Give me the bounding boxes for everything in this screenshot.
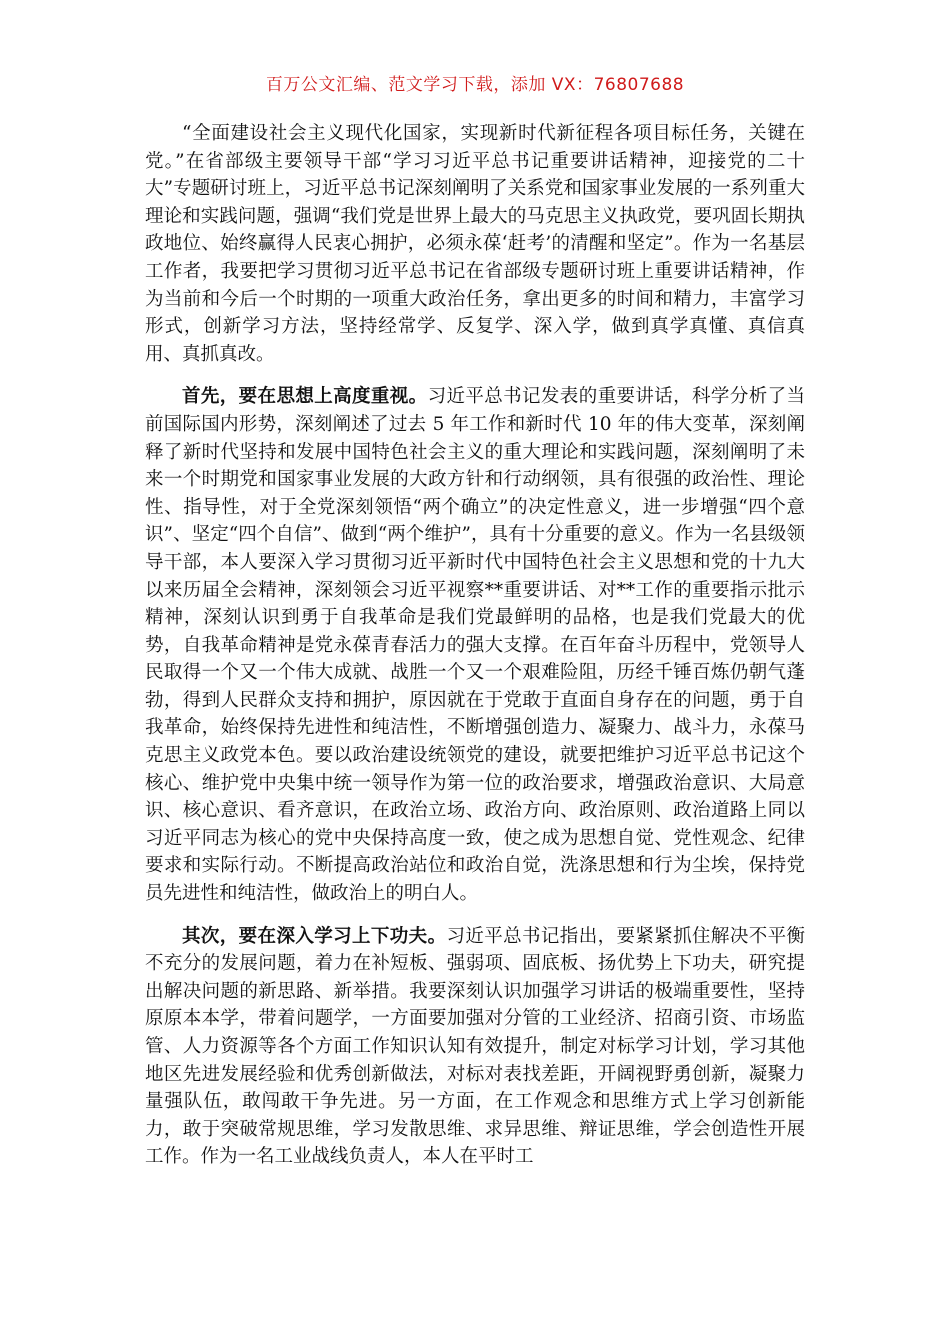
paragraph-text: “全面建设社会主义现代化国家，实现新时代新征程各项目标任务，关键在党。”在省部级主要领导干部“学习习近平总书记重要讲话精神，迎接党的二十大”专题研讨班上，习近平总书记深刻阐明了关系党和国家事业发展的一系列重大理论和实践问题，强调“我们党是世界上最大的马克思主义执政党，要巩固长期执政地位、始终赢得人民衷心拥护，必须永葆‘赶考’的清醒和坚定”。作为一名基层工作者，我要把学习贯彻习近平总书记在省部级专题研讨班上重要讲话精神，作为当前和今后一个时期的一项重大政治任务，拿出更多的时间和精力，丰富学习形式，创新学习方法，坚持经常学、反复学、深入学，做到真学真懂、真信真用、真抓真改。 <box>145 123 805 365</box>
header-banner: 百万公文汇编、范文学习下载，添加 VX：76807688 <box>265 75 685 95</box>
paragraph-text: 习近平总书记发表的重要讲话，科学分析了当前国际国内形势，深刻阐述了过去 5 年工作和新时代 10 年的伟大变革，深刻阐释了新时代坚持和发展中国特色社会主义的重大理论和实践问题，深刻阐明了未来一个时期党和国家事业发展的大政方针和行动纲领，具有很强的政治性、理论性、指导性，对于全党深刻领悟“两个确立”的决定性意义，进一步增强“四个意识”、坚定“四个自信”、做到“两个维护”，具有十分重要的意义。作为一名县级领导干部，本人要深入学习贯彻习近平新时代中国特色社会主义思想和党的十九大以来历届全会精神，深刻领会习近平视察**重要讲话、对**工作的重要指示批示精神，深刻认识到勇于自我革命是我们党最鲜明的品格，也是我们党最大的优势，自我革命精神是党永葆青春活力的强大支撑。在百年奋斗历程中，党领导人民取得一个又一个伟大成就、战胜一个又一个艰难险阻，历经千锤百炼仍朝气蓬勃，得到人民群众支持和拥护，原因就在于党敢于直面自身存在的问题，勇于自我革命，始终保持先进性和纯洁性，不断增强创造力、凝聚力、战斗力，永葆马克思主义政党本色。要以政治建设统领党的建设，就要把维护习近平总书记这个核心、维护党中央集中统一领导作为第一位的政治要求，增强政治意识、大局意识、核心意识、看齐意识，在政治立场、政治方向、政治原则、政治道路上同以习近平同志为核心的党中央保持高度一致，使之成为思想自觉、党性观念、纪律要求和实际行动。不断提高政治站位和政治自觉，洗涤思想和行为尘埃，保持党员先进性和纯洁性，做政治上的明白人。 <box>145 386 805 905</box>
document-body <box>145 120 805 1186</box>
paragraph-second-point <box>145 923 805 1171</box>
paragraph-intro <box>145 120 805 368</box>
paragraph-lead: 首先，要在思想上高度重视。 <box>182 386 428 408</box>
paragraph-lead: 其次，要在深入学习上下功夫。 <box>182 925 447 947</box>
paragraph-text: 习近平总书记指出，要紧紧抓住解决不平衡不充分的发展问题，着力在补短板、强弱项、固底板、扬优势上下功夫，研究提出解决问题的新思路、新举措。我要深刻认识加强学习讲话的极端重要性，坚持原原本本学，带着问题学，一方面要加强对分管的工业经济、招商引资、市场监管、人力资源等各个方面工作知识认知有效提升，制定对标学习计划，学习其他地区先进发展经验和优秀创新做法，对标对表找差距，开阔视野勇创新，凝聚力量强队伍，敢闯敢干争先进。另一方面，在工作观念和思维方式上学习创新能力，敢于突破常规思维，学习发散思维、求异思维、辩证思维，学会创造性开展工作。作为一名工业战线负责人，本人在平时工 <box>145 925 805 1168</box>
paragraph-first-point <box>145 383 805 907</box>
